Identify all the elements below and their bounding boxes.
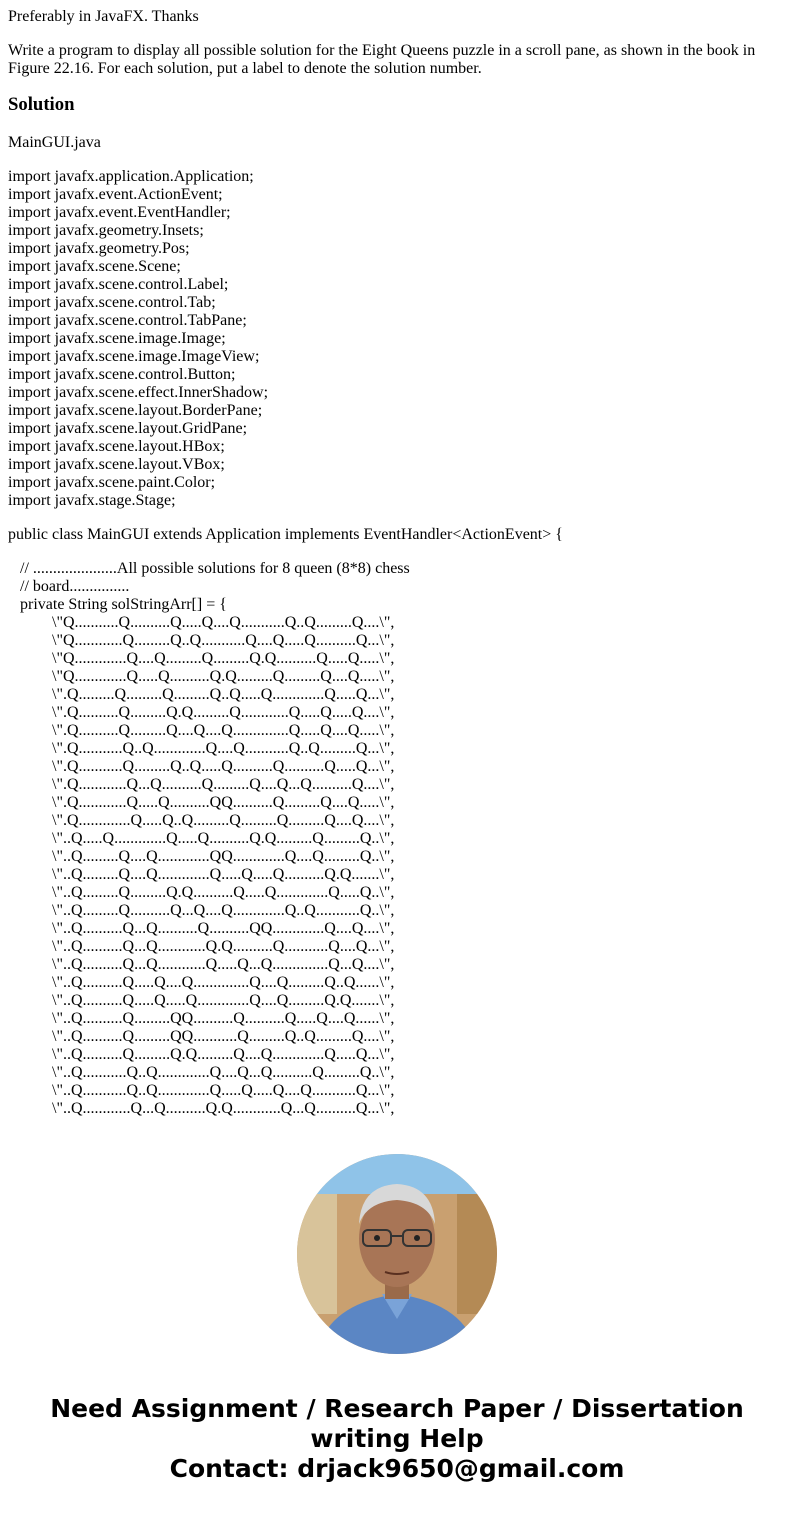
import-line: import javafx.scene.layout.GridPane; xyxy=(8,420,248,437)
solution-string: \"..Q..........Q.....Q....Q..............Q....Q.........Q..Q......\", xyxy=(52,974,395,991)
solution-string: \"..Q.....Q.............Q.....Q..........Q.Q.........Q.........Q..\", xyxy=(52,830,395,847)
solution-string: \".Q.........Q.........Q.........Q..Q.....Q.............Q.....Q...\", xyxy=(52,686,395,703)
import-line: import javafx.scene.layout.BorderPane; xyxy=(8,402,263,419)
import-line: import javafx.scene.image.ImageView; xyxy=(8,348,260,365)
class-declaration: public class MainGUI extends Application implements EventHandler<ActionEvent> { xyxy=(8,526,563,543)
comment-line: // board............... xyxy=(20,578,130,595)
intro-text: Preferably in JavaFX. Thanks xyxy=(8,8,199,25)
solution-string: \"Q...........Q..........Q.....Q....Q...........Q..Q.........Q....\", xyxy=(52,614,395,631)
import-line: import javafx.scene.effect.InnerShadow; xyxy=(8,384,269,401)
solution-string: \"..Q..........Q.........Q.Q.........Q....Q.............Q.....Q...\", xyxy=(52,1046,395,1063)
comment-line: // .....................All possible solutions for 8 queen (8*8) chess xyxy=(20,560,410,577)
solution-heading: Solution xyxy=(8,94,75,115)
solution-string: \"..Q..........Q.........QQ...........Q.........Q..Q.........Q....\", xyxy=(52,1028,395,1045)
solution-string: \"..Q............Q...Q..........Q.Q............Q...Q..........Q...\", xyxy=(52,1100,395,1117)
import-line: import javafx.scene.layout.HBox; xyxy=(8,438,225,455)
author-photo xyxy=(297,1154,497,1354)
solution-string: \".Q............Q...Q..........Q.........Q....Q...Q..........Q....\", xyxy=(52,776,395,793)
import-line: import javafx.scene.control.Tab; xyxy=(8,294,216,311)
import-list xyxy=(8,168,786,510)
solution-string: \".Q.............Q.....Q..Q.........Q.........Q.........Q....Q....\", xyxy=(52,812,395,829)
solution-string: \"Q............Q.........Q..Q...........Q....Q.....Q..........Q...\", xyxy=(52,632,395,649)
import-line: import javafx.application.Application; xyxy=(8,168,254,185)
solution-string: \".Q..........Q.........Q.Q.........Q............Q.....Q.....Q....\", xyxy=(52,704,395,721)
solution-string: \"..Q.........Q....Q.............Q.....Q.....Q..........Q.Q.......\", xyxy=(52,866,395,883)
import-line: import javafx.scene.control.TabPane; xyxy=(8,312,247,329)
solution-string: \".Q...........Q..Q.............Q....Q...........Q..Q.........Q...\", xyxy=(52,740,395,757)
import-line: import javafx.scene.Scene; xyxy=(8,258,181,275)
solution-string: \"..Q...........Q..Q.............Q.....Q.....Q....Q...........Q...\", xyxy=(52,1082,395,1099)
solution-string: \"..Q.........Q..........Q...Q....Q.............Q..Q...........Q..\", xyxy=(52,902,395,919)
import-line: import javafx.scene.control.Label; xyxy=(8,276,229,293)
solution-string: \"..Q..........Q...Q............Q.....Q...Q..............Q...Q....\", xyxy=(52,956,395,973)
solution-string: \"..Q..........Q.........QQ..........Q..........Q.....Q....Q......\", xyxy=(52,1010,395,1027)
solution-string: \".Q............Q.....Q..........QQ..........Q.........Q....Q.....\", xyxy=(52,794,395,811)
solution-string: \"..Q..........Q.....Q.....Q.............Q....Q.........Q.Q.......\", xyxy=(52,992,395,1009)
contact-email: Contact: drjack9650@gmail.com xyxy=(169,1454,625,1483)
solution-string: \"..Q..........Q...Q..........Q..........QQ.............Q....Q....\", xyxy=(52,920,395,937)
solution-string: \"..Q..........Q...Q............Q.Q..........Q...........Q....Q...\", xyxy=(52,938,395,955)
import-line: import javafx.scene.image.Image; xyxy=(8,330,226,347)
solution-string: \"..Q...........Q..Q.............Q....Q...Q..........Q.........Q..\", xyxy=(52,1064,395,1081)
solution-string: \"..Q.........Q.........Q.Q..........Q.....Q.............Q.....Q..\", xyxy=(52,884,395,901)
solution-list xyxy=(8,614,786,1118)
banner-line: writing Help xyxy=(310,1424,484,1453)
import-line: import javafx.geometry.Insets; xyxy=(8,222,204,239)
contact-banner xyxy=(8,1394,786,1484)
code-body xyxy=(8,560,786,1118)
import-line: import javafx.event.EventHandler; xyxy=(8,204,231,221)
import-line: import javafx.stage.Stage; xyxy=(8,492,176,509)
question-text: Write a program to display all possible solution for the Eight Queens puzzle in a scroll pane, as shown in the book in Figure 22.16. For each solution, put a label to denote the solution number. xyxy=(8,42,756,77)
import-line: import javafx.scene.paint.Color; xyxy=(8,474,216,491)
solution-string: \".Q..........Q.........Q....Q....Q..............Q.....Q....Q.....\", xyxy=(52,722,395,739)
import-line: import javafx.event.ActionEvent; xyxy=(8,186,223,203)
import-line: import javafx.geometry.Pos; xyxy=(8,240,190,257)
filename: MainGUI.java xyxy=(8,134,101,151)
solution-string: \"Q.............Q.....Q..........Q.Q.........Q.........Q....Q.....\", xyxy=(52,668,395,685)
solution-string: \".Q...........Q.........Q..Q.....Q..........Q..........Q.....Q...\", xyxy=(52,758,395,775)
import-line: import javafx.scene.control.Button; xyxy=(8,366,236,383)
solution-string: \"Q.............Q....Q.........Q.........Q.Q..........Q.....Q.....\", xyxy=(52,650,395,667)
solution-string: \"..Q.........Q....Q.............QQ.............Q....Q.........Q..\", xyxy=(52,848,395,865)
array-declaration: private String solStringArr[] = { xyxy=(20,596,227,613)
import-line: import javafx.scene.layout.VBox; xyxy=(8,456,225,473)
banner-line: Need Assignment / Research Paper / Dissertation xyxy=(50,1394,744,1423)
